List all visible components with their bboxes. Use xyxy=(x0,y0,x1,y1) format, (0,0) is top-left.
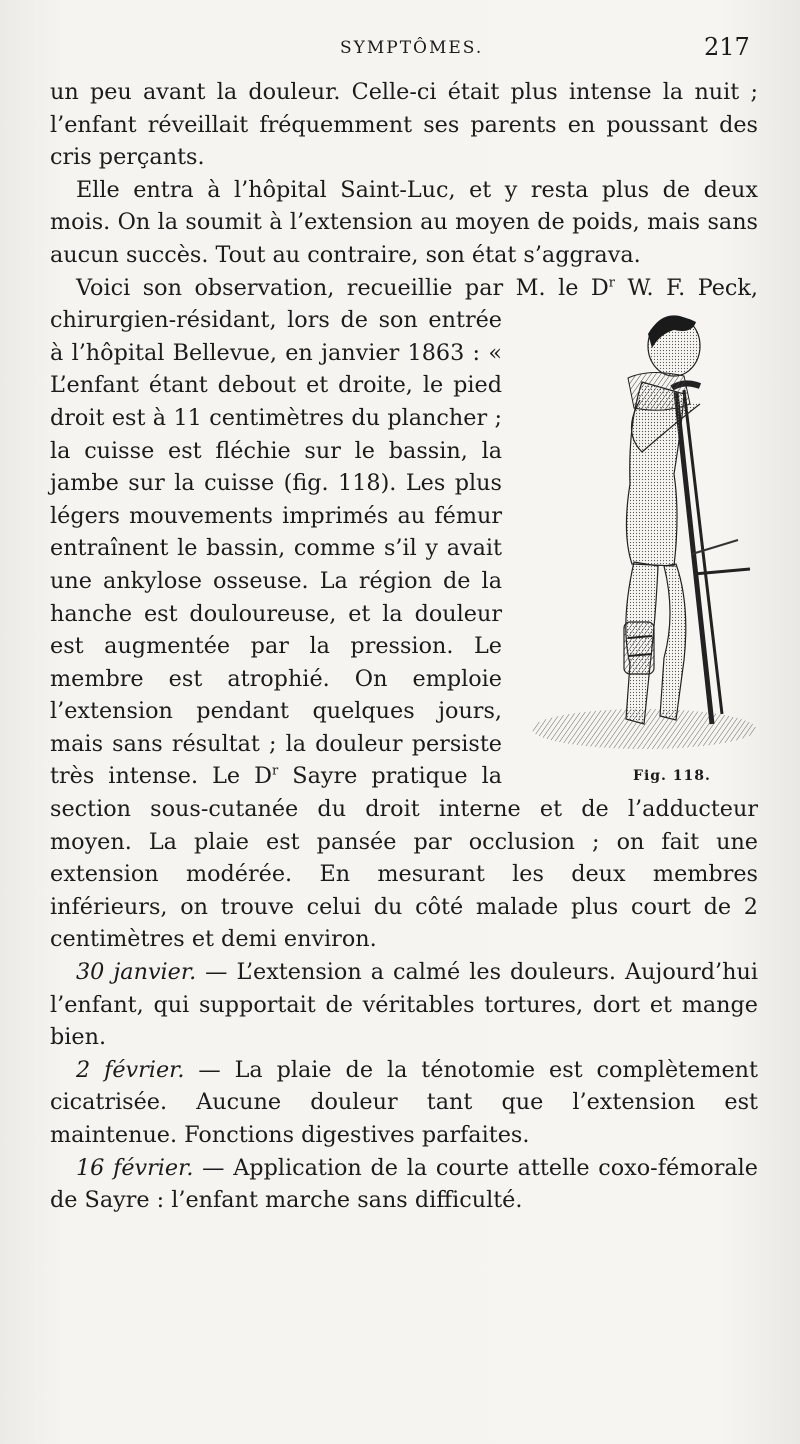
paragraph-3 xyxy=(50,272,758,956)
running-head xyxy=(0,28,800,68)
superscript-r-2: r xyxy=(272,764,279,780)
paragraph-3-part-c: Sayre pratique la section sous-cutanée du droit interne et de l’adducteur moyen. La plaie est pansée par occlusion ; on fait une extension modérée. En mesurant les deux membres inférieurs, on trouve celui du côté malade plus court de 2 centimètres et demi environ. xyxy=(50,763,758,953)
entry-16-fevrier xyxy=(50,1152,758,1217)
paragraph-3-part-b: W. F. Peck, chirurgien-résidant, lors de son entrée à l’hôpital Bellevue, en janvier 1863 : « L’enfant étant debout et droite, le pied droit est à 11 centimètres du plancher ; la cuisse est fléchie sur le bassin, la jambe sur la cuisse (fig. 118). Les plus légers mouvements imprimés au fémur entraînent le bassin, comme s’il y avait une ankylose osseuse. La région de la hanche est douloureuse, et la douleur est augmentée par la pression. Le membre est atrophié. On emploie l’extension pendant quelques jours, mais sans résultat ; la douleur persiste très intense. Le D xyxy=(50,274,758,790)
paragraph-3-part-a: Voici son observation, recueillie par M. le D xyxy=(76,274,609,301)
entry-text: — Application de la courte attelle coxo-fémorale de Sayre : l’enfant marche sans difficulté. xyxy=(50,1154,758,1214)
entry-date: 16 février. xyxy=(76,1154,194,1181)
entry-2-fevrier xyxy=(50,1054,758,1152)
entry-date: 30 janvier. xyxy=(76,959,197,986)
entry-text: — La plaie de la ténotomie est complètement cicatrisée. Aucune douleur tant que l’extension est maintenue. Fonctions digestives parfaites. xyxy=(50,1056,758,1148)
figure-caption: Fig. 118. xyxy=(633,768,711,785)
entry-30-janvier xyxy=(50,956,758,1054)
paragraph-1: un peu avant la douleur. Celle-ci était plus intense la nuit ; l’enfant réveillait fréquemment ses parents en poussant des cris perçants. xyxy=(50,79,758,171)
paragraph-2: Elle entra à l’hôpital Saint-Luc, et y resta plus de deux mois. On la soumit à l’extension au moyen de poids, mais sans aucun succès. Tout au contraire, son état s’aggrava. xyxy=(50,176,758,268)
body-text xyxy=(50,76,758,1217)
entry-text: — L’extension a calmé les douleurs. Aujourd’hui l’enfant, qui supportait de véritables tortures, dort et mange bien. xyxy=(50,959,758,1051)
entry-date: 2 février. xyxy=(76,1056,185,1083)
superscript-r: r xyxy=(608,275,615,291)
page-number: 217 xyxy=(704,33,750,61)
figure-118 xyxy=(514,304,776,785)
running-title: SYMPTÔMES. xyxy=(340,38,484,58)
child-standing-with-crutch-illustration xyxy=(524,304,764,754)
